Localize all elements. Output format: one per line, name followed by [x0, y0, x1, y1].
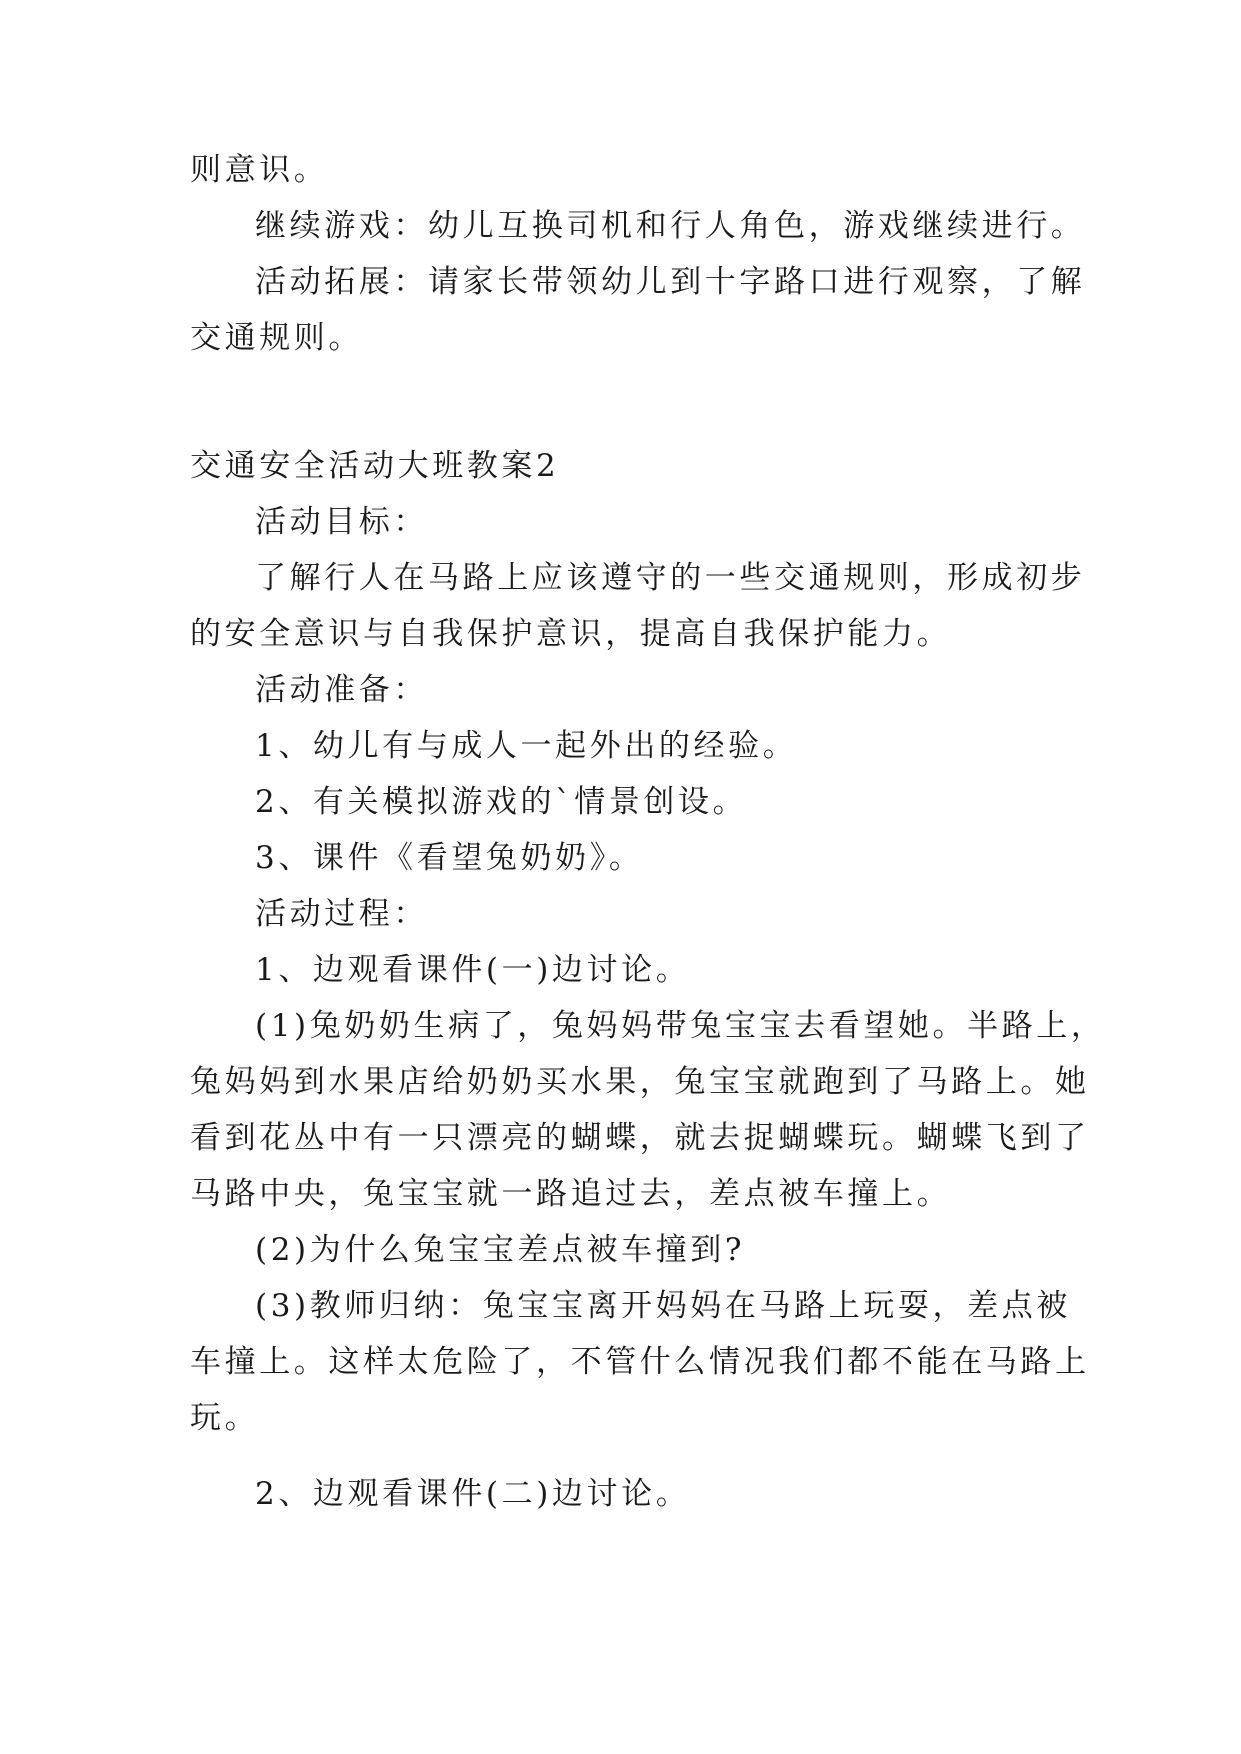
paragraph-line: 的安全意识与自我保护意识，提高自我保护能力。 [190, 616, 952, 652]
paragraph-line: 活动过程： [255, 896, 428, 932]
paragraph-line: (3)教师归纳：兔宝宝离开妈妈在马路上玩耍，差点被 [255, 1288, 1071, 1324]
list-item: 1、幼儿有与成人一起外出的经验。 [255, 728, 798, 764]
paragraph-line: 玩。 [190, 1400, 260, 1436]
paragraph-line: 交通规则。 [190, 320, 363, 356]
paragraph-line: 看到花丛中有一只漂亮的蝴蝶，就去捉蝴蝶玩。蝴蝶飞到了 [190, 1120, 1090, 1156]
paragraph-line: 则意识。 [190, 152, 329, 188]
paragraph-line: 活动准备： [255, 672, 428, 708]
section-title: 交通安全活动大班教案2 [190, 448, 560, 484]
list-item: 2、边观看课件(二)边讨论。 [255, 1476, 691, 1512]
paragraph-line: 活动拓展：请家长带领幼儿到十字路口进行观察，了解 [255, 264, 1086, 300]
list-item: 1、边观看课件(一)边讨论。 [255, 952, 691, 988]
paragraph-line: 兔妈妈到水果店给奶奶买水果，兔宝宝就跑到了马路上。她 [190, 1064, 1090, 1100]
paragraph-line: 车撞上。这样太危险了，不管什么情况我们都不能在马路上 [190, 1344, 1090, 1380]
list-item: 2、有关模拟游戏的`情景创设。 [255, 784, 748, 820]
paragraph-line: 活动目标： [255, 504, 428, 540]
paragraph-line: (1)兔奶奶生病了，兔妈妈带兔宝宝去看望她。半路上， [255, 1008, 1106, 1044]
paragraph-line: 了解行人在马路上应该遵守的一些交通规则，形成初步 [255, 560, 1086, 596]
paragraph-line: (2)为什么兔宝宝差点被车撞到? [255, 1232, 746, 1268]
paragraph-line: 继续游戏：幼儿互换司机和行人角色，游戏继续进行。 [255, 208, 1086, 244]
list-item: 3、课件《看望兔奶奶》。 [255, 840, 644, 876]
paragraph-line: 马路中央，兔宝宝就一路追过去，差点被车撞上。 [190, 1176, 952, 1212]
